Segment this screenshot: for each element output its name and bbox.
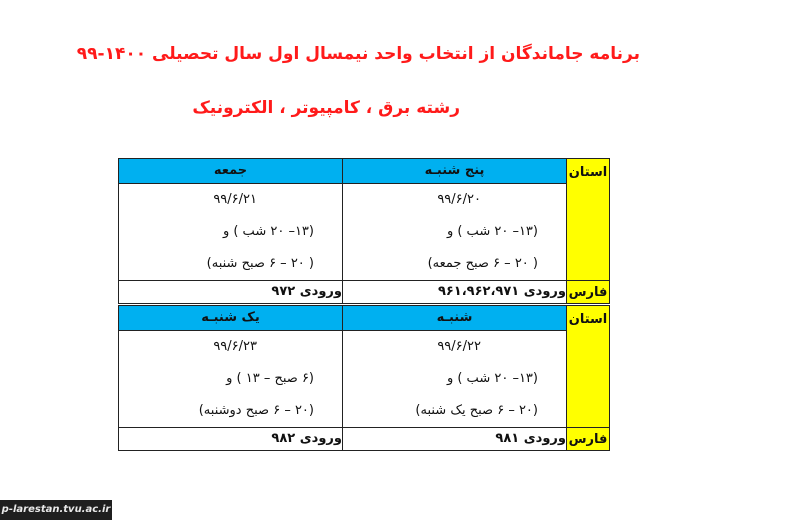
time-text: (۲۰ – ۶ صبح دوشنبه) xyxy=(198,403,314,418)
time-text: (۱۳– ۲۰ شب ) و xyxy=(446,371,538,386)
province-cell xyxy=(567,281,610,304)
time-text: ( ۲۰ – ۶ صبح جمعه) xyxy=(427,256,538,271)
time-text: (۶ صبح – ۱۳ ) و xyxy=(226,371,314,386)
province-header: استان xyxy=(568,165,608,180)
time-text: (۱۳– ۲۰ شب ) و xyxy=(222,224,314,239)
schedule-cell xyxy=(343,184,567,281)
day-header: یک شنبـه xyxy=(119,306,343,331)
day-header: شنبـه xyxy=(343,306,567,331)
time-text: (۲۰ – ۶ صبح یک شنبه) xyxy=(415,403,538,418)
date-text: ۹۹/۶/۲۰ xyxy=(437,192,481,207)
date-text: ۹۹/۶/۲۳ xyxy=(213,339,257,354)
entry-text: ورودی ۹۶۱،۹۶۲،۹۷۱ xyxy=(343,281,567,304)
time-text: (۱۳– ۲۰ شب ) و xyxy=(446,224,538,239)
entry-text: ورودی ۹۷۲ xyxy=(119,281,343,304)
day-header: پنج شنبـه xyxy=(343,159,567,184)
province-header: استان xyxy=(568,312,608,327)
date-text: ۹۹/۶/۲۱ xyxy=(213,192,257,207)
province-cell xyxy=(567,428,610,451)
page-title: برنامه جاماندگان از انتخاب واحد نیمسال اول سال تحصیلی ۱۴۰۰-۹۹ xyxy=(76,44,640,64)
entry-text: ورودی ۹۸۲ xyxy=(119,428,343,451)
site-url-link[interactable]: p-larestan.tvu.ac.ir xyxy=(0,500,112,520)
schedule-cell xyxy=(119,184,343,281)
day-header: جمعه xyxy=(119,159,343,184)
province-header-cell xyxy=(567,306,610,428)
page-subtitle: رشته برق ، کامپیوتر ، الکترونیک xyxy=(192,98,460,118)
province-header-cell xyxy=(567,159,610,281)
province-label: فارس xyxy=(568,284,608,300)
schedule-cell xyxy=(343,331,567,428)
entry-text: ورودی ۹۸۱ xyxy=(343,428,567,451)
schedule-table-1 xyxy=(118,158,610,304)
province-label: فارس xyxy=(568,431,608,447)
schedule-table-2 xyxy=(118,305,610,451)
date-text: ۹۹/۶/۲۲ xyxy=(437,339,481,354)
time-text: ( ۲۰ – ۶ صبح شنبه) xyxy=(206,256,314,271)
schedule-cell xyxy=(119,331,343,428)
